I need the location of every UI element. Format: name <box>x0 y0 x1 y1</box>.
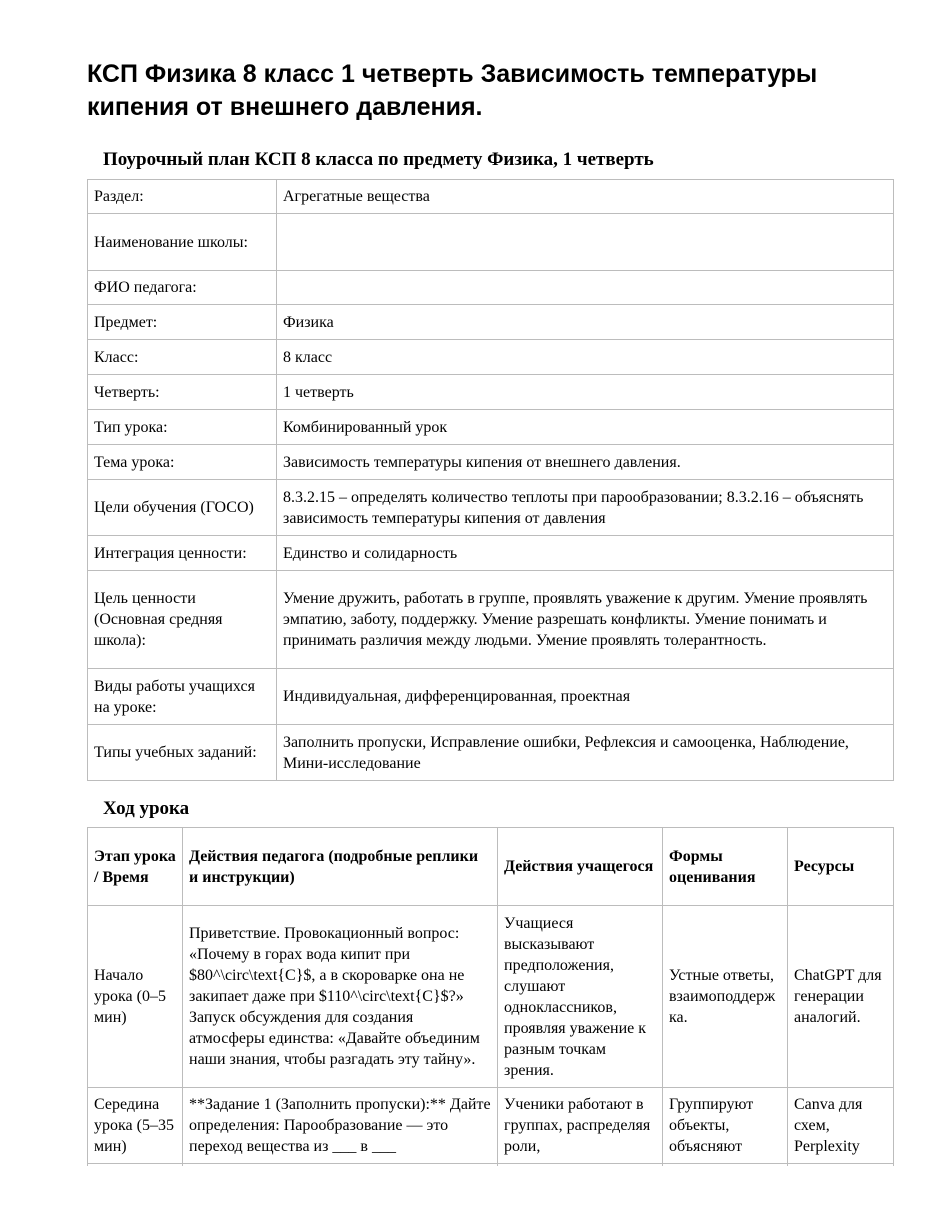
plan-row-label: Класс: <box>88 340 277 375</box>
lesson-teacher-actions: Приветствие. Провокационный вопрос: «Почему в горах вода кипит при $80^\circ\text{C}$, а в скороварке она не закипает даже при $110^\circ\text{C}$?» Запуск обсуждения для создания атмосферы единства: «Давайте объединим наши знания, чтобы разгадать эту тайну». <box>183 906 498 1088</box>
plan-row <box>88 669 894 725</box>
header-student-actions: Действия учащегося <box>498 828 663 906</box>
lesson-student-actions: Ученики работают в группах, распределяя роли, <box>498 1088 663 1167</box>
plan-row <box>88 725 894 781</box>
plan-row <box>88 480 894 536</box>
lesson-teacher-actions: **Задание 1 (Заполнить пропуски):** Дайте определения: Парообразование — это переход вещества из ___ в ___ <box>183 1088 498 1167</box>
lesson-table <box>87 827 894 1166</box>
lesson-row <box>88 1088 894 1167</box>
lesson-resources: Canva для схем, Perplexity <box>788 1088 894 1167</box>
plan-row <box>88 410 894 445</box>
plan-row <box>88 375 894 410</box>
header-assessment: Формы оценивания <box>663 828 788 906</box>
plan-table <box>87 179 894 781</box>
plan-row <box>88 571 894 669</box>
header-stage: Этап урока / Время <box>88 828 183 906</box>
plan-row-label: Тип урока: <box>88 410 277 445</box>
plan-table-body <box>88 180 894 781</box>
lesson-stage: Начало урока (0–5 мин) <box>88 906 183 1088</box>
table-cut-edge <box>87 1163 893 1164</box>
plan-row-value: 8.3.2.15 – определять количество теплоты при парообразовании; 8.3.2.16 – объяснять зависимость температуры кипения от давления <box>277 480 894 536</box>
plan-row-label: Четверть: <box>88 375 277 410</box>
plan-row-label: Тема урока: <box>88 445 277 480</box>
plan-row-value: 1 четверть <box>277 375 894 410</box>
plan-row-label: Раздел: <box>88 180 277 214</box>
header-teacher-actions: Действия педагога (подробные реплики и инструкции) <box>183 828 498 906</box>
plan-row <box>88 340 894 375</box>
plan-row-label: Наименование школы: <box>88 214 277 271</box>
lesson-stage: Середина урока (5–35 мин) <box>88 1088 183 1167</box>
lesson-table-body <box>88 906 894 1167</box>
page-title: КСП Физика 8 класс 1 четверть Зависимость температуры кипения от внешнего давления. <box>87 60 818 121</box>
lesson-assessment: Устные ответы, взаимоподдержка. <box>663 906 788 1088</box>
plan-row-value: Индивидуальная, дифференцированная, проектная <box>277 669 894 725</box>
plan-row-value: Физика <box>277 305 894 340</box>
plan-row-value: 8 класс <box>277 340 894 375</box>
plan-row-value: Умение дружить, работать в группе, проявлять уважение к другим. Умение проявлять эмпатию, заботу, поддержку. Умение разрешать конфликты. Умение понимать и принимать различия между людьми. Умение проявлять толерантность. <box>277 571 894 669</box>
plan-row-label: Типы учебных заданий: <box>88 725 277 781</box>
plan-row-value: Комбинированный урок <box>277 410 894 445</box>
lesson-table-header-row <box>88 828 894 906</box>
plan-row <box>88 271 894 305</box>
plan-row-value: Зависимость температуры кипения от внешнего давления. <box>277 445 894 480</box>
plan-row-label: ФИО педагога: <box>88 271 277 305</box>
plan-heading: Поурочный план КСП 8 класса по предмету Физика, 1 четверть <box>103 149 654 170</box>
plan-row-value: Единство и солидарность <box>277 536 894 571</box>
lesson-resources: ChatGPT для генерации аналогий. <box>788 906 894 1088</box>
lesson-row <box>88 906 894 1088</box>
plan-row <box>88 305 894 340</box>
plan-row-value <box>277 214 894 271</box>
plan-row <box>88 214 894 271</box>
lesson-heading: Ход урока <box>103 798 190 819</box>
lesson-assessment: Группируют объекты, объясняют <box>663 1088 788 1167</box>
plan-row-label: Цели обучения (ГОСО) <box>88 480 277 536</box>
lesson-student-actions: Учащиеся высказывают предположения, слушают одноклассников, проявляя уважение к разным точкам зрения. <box>498 906 663 1088</box>
plan-row <box>88 536 894 571</box>
plan-row-label: Предмет: <box>88 305 277 340</box>
plan-row-value <box>277 271 894 305</box>
plan-row-value: Заполнить пропуски, Исправление ошибки, Рефлексия и самооценка, Наблюдение, Мини-исследование <box>277 725 894 781</box>
lesson-table-viewport <box>86 827 894 1166</box>
plan-row <box>88 445 894 480</box>
plan-row-label: Виды работы учащихся на уроке: <box>88 669 277 725</box>
plan-row <box>88 180 894 214</box>
plan-row-label: Интеграция ценности: <box>88 536 277 571</box>
plan-row-value: Агрегатные вещества <box>277 180 894 214</box>
plan-row-label: Цель ценности (Основная средняя школа): <box>88 571 277 669</box>
header-resources: Ресурсы <box>788 828 894 906</box>
